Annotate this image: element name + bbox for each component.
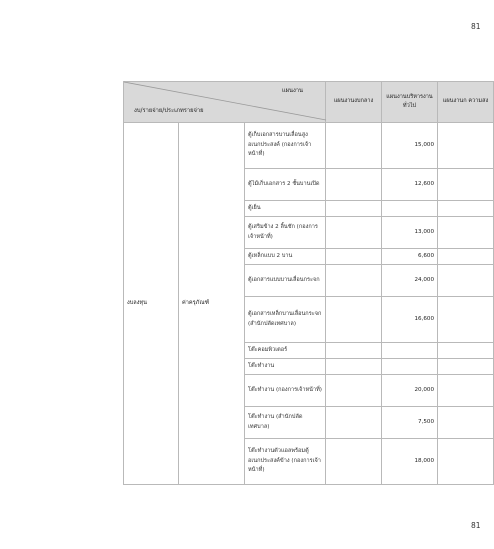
general-admin-value [382, 343, 438, 359]
other-plan-value [438, 439, 494, 485]
general-admin-value: 12,600 [382, 169, 438, 201]
item-name: โต๊ะทำงาน (สำนักปลัดเทศบาล) [245, 407, 326, 439]
header-central-plan: แผนงานงบกลาง [326, 82, 382, 123]
other-plan-value [438, 375, 494, 407]
item-name: ตู้เสริมข้าง 2 ลิ้นชัก (กองการเจ้าหน้าที่) [245, 217, 326, 249]
central-plan-value [326, 249, 382, 265]
budget-table-body [124, 123, 494, 485]
general-admin-value [382, 201, 438, 217]
item-name: โต๊ะทำงานตัวแอลพร้อมตู้อเนกประสงค์ข้าง (กองการเจ้าหน้าที่) [245, 439, 326, 485]
central-plan-value [326, 407, 382, 439]
other-plan-value [438, 297, 494, 343]
item-name: โต๊ะทำงาน [245, 359, 326, 375]
general-admin-value: 15,000 [382, 123, 438, 169]
header-other-plan: แผนงานก ความสง [438, 82, 494, 123]
general-admin-value: 16,600 [382, 297, 438, 343]
item-name: ตู้เอกสารแบบบานเลื่อนกระจก [245, 265, 326, 297]
general-admin-value: 20,000 [382, 375, 438, 407]
item-name: ตู้เอกสารเหล็กบานเลื่อนกระจก (สำนักปลัดเทศบาล) [245, 297, 326, 343]
table-header-row [124, 82, 494, 123]
central-plan-value [326, 217, 382, 249]
other-plan-value [438, 407, 494, 439]
other-plan-value [438, 343, 494, 359]
header-general-admin-plan: แผนงานบริหารงานทั่วไป [382, 82, 438, 123]
budget-type-cell: งบลงทุน [124, 123, 179, 485]
other-plan-value [438, 265, 494, 297]
general-admin-value [382, 359, 438, 375]
item-name: โต๊ะทำงาน (กองการเจ้าหน้าที่) [245, 375, 326, 407]
central-plan-value [326, 359, 382, 375]
central-plan-value [326, 169, 382, 201]
central-plan-value [326, 343, 382, 359]
general-admin-value: 24,000 [382, 265, 438, 297]
general-admin-value: 13,000 [382, 217, 438, 249]
table-row [124, 123, 494, 169]
general-admin-value: 6,600 [382, 249, 438, 265]
central-plan-value [326, 201, 382, 217]
budget-table [123, 81, 494, 485]
header-plan-label: แผนงาน [281, 88, 304, 94]
other-plan-value [438, 359, 494, 375]
item-name: ตู้เก็บเอกสารบานเลื่อนสูงอเนกประสงค์ (กองการเจ้าหน้าที่) [245, 123, 326, 169]
item-name: โต๊ะคอมพิวเตอร์ [245, 343, 326, 359]
item-name: ตู้ไม้เก็บเอกสาร 2 ชั้นบานเปิด [245, 169, 326, 201]
central-plan-value [326, 123, 382, 169]
other-plan-value [438, 123, 494, 169]
header-category-plan-cell [124, 82, 326, 123]
page-number-top: 81 [471, 22, 481, 31]
general-admin-value: 7,500 [382, 407, 438, 439]
other-plan-value [438, 249, 494, 265]
general-admin-value: 18,000 [382, 439, 438, 485]
other-plan-value [438, 169, 494, 201]
central-plan-value [326, 265, 382, 297]
central-plan-value [326, 439, 382, 485]
item-name: ตู้เหล็กแบบ 2 บาน [245, 249, 326, 265]
central-plan-value [326, 375, 382, 407]
central-plan-value [326, 297, 382, 343]
header-category-label: งบ/รายจ่าย/ประเภทรายจ่าย [134, 107, 204, 114]
item-name: ตู้เย็น [245, 201, 326, 217]
page-number-bottom: 81 [471, 521, 481, 530]
other-plan-value [438, 201, 494, 217]
expense-type-cell: ค่าครุภัณฑ์ [179, 123, 245, 485]
other-plan-value [438, 217, 494, 249]
